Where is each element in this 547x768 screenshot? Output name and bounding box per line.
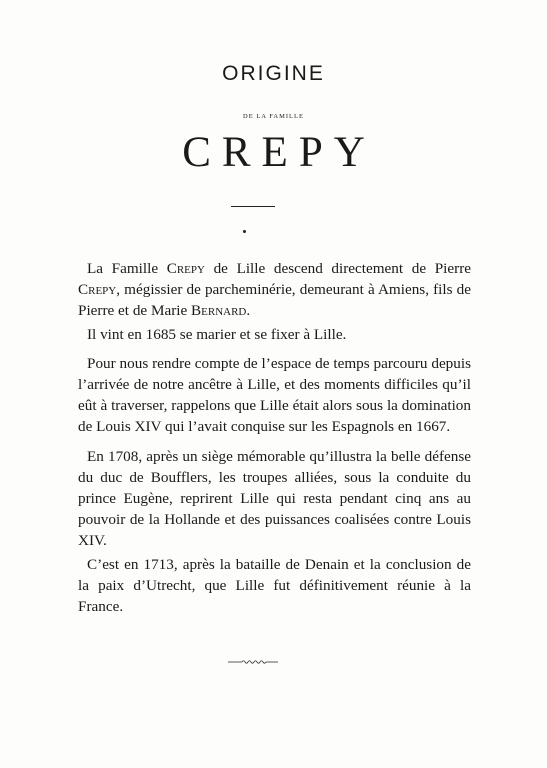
family-name-heading: CREPY	[182, 129, 376, 176]
proper-name-smallcaps: Crepy	[166, 260, 205, 277]
body-paragraph	[78, 554, 471, 618]
paragraph-text: de Lille descend directement de Pierre	[204, 260, 471, 277]
paragraph-text: Il vint en 1685 se marier et se fixer à Lille.	[87, 325, 347, 343]
title-rule-divider	[231, 206, 275, 207]
paragraph-text: En 1708, après un siège mémorable qu’illustra la belle défense du duc de Boufflers, les troupes alliées, sous la conduite du prince Eugène, reprirent Lille qui resta pendant cinq ans au pouvoir de la Hollande et des puissances coalisées contre Louis XIV.	[78, 447, 471, 550]
body-paragraph	[78, 258, 471, 322]
paragraph-text: , mégissier de parcheminérie, demeurant à Amiens, fils de Pierre et de Marie	[78, 281, 471, 320]
body-text	[78, 258, 471, 625]
body-paragraph	[78, 446, 471, 552]
paragraph-text: C’est en 1713, après la bataille de Denain et la conclusion de la paix d’Utrecht, que Lille fut définitivement réunie à la France.	[78, 555, 471, 616]
paragraph-text: La Famille	[87, 260, 167, 277]
page-subtitle: DE LA FAMILLE	[243, 113, 304, 120]
end-flourish-ornament	[228, 657, 278, 667]
paragraph-text: .	[246, 302, 251, 320]
title-dot-ornament	[243, 230, 246, 233]
paragraph-text: Pour nous rendre compte de l’espace de temps parcouru depuis l’arrivée de notre ancêtre à Lille, et des moments difficiles qu’il eût à traverser, rappelons que Lille était alors sous la domination de Louis XIV qui l’avait conquise sur les Espagnols en 1667.	[78, 354, 471, 436]
page-title: ORIGINE	[222, 62, 325, 85]
proper-name-smallcaps: Crepy	[78, 281, 117, 299]
body-paragraph	[78, 353, 471, 438]
body-paragraph	[78, 324, 471, 345]
proper-name-smallcaps: Bernard	[191, 302, 247, 320]
